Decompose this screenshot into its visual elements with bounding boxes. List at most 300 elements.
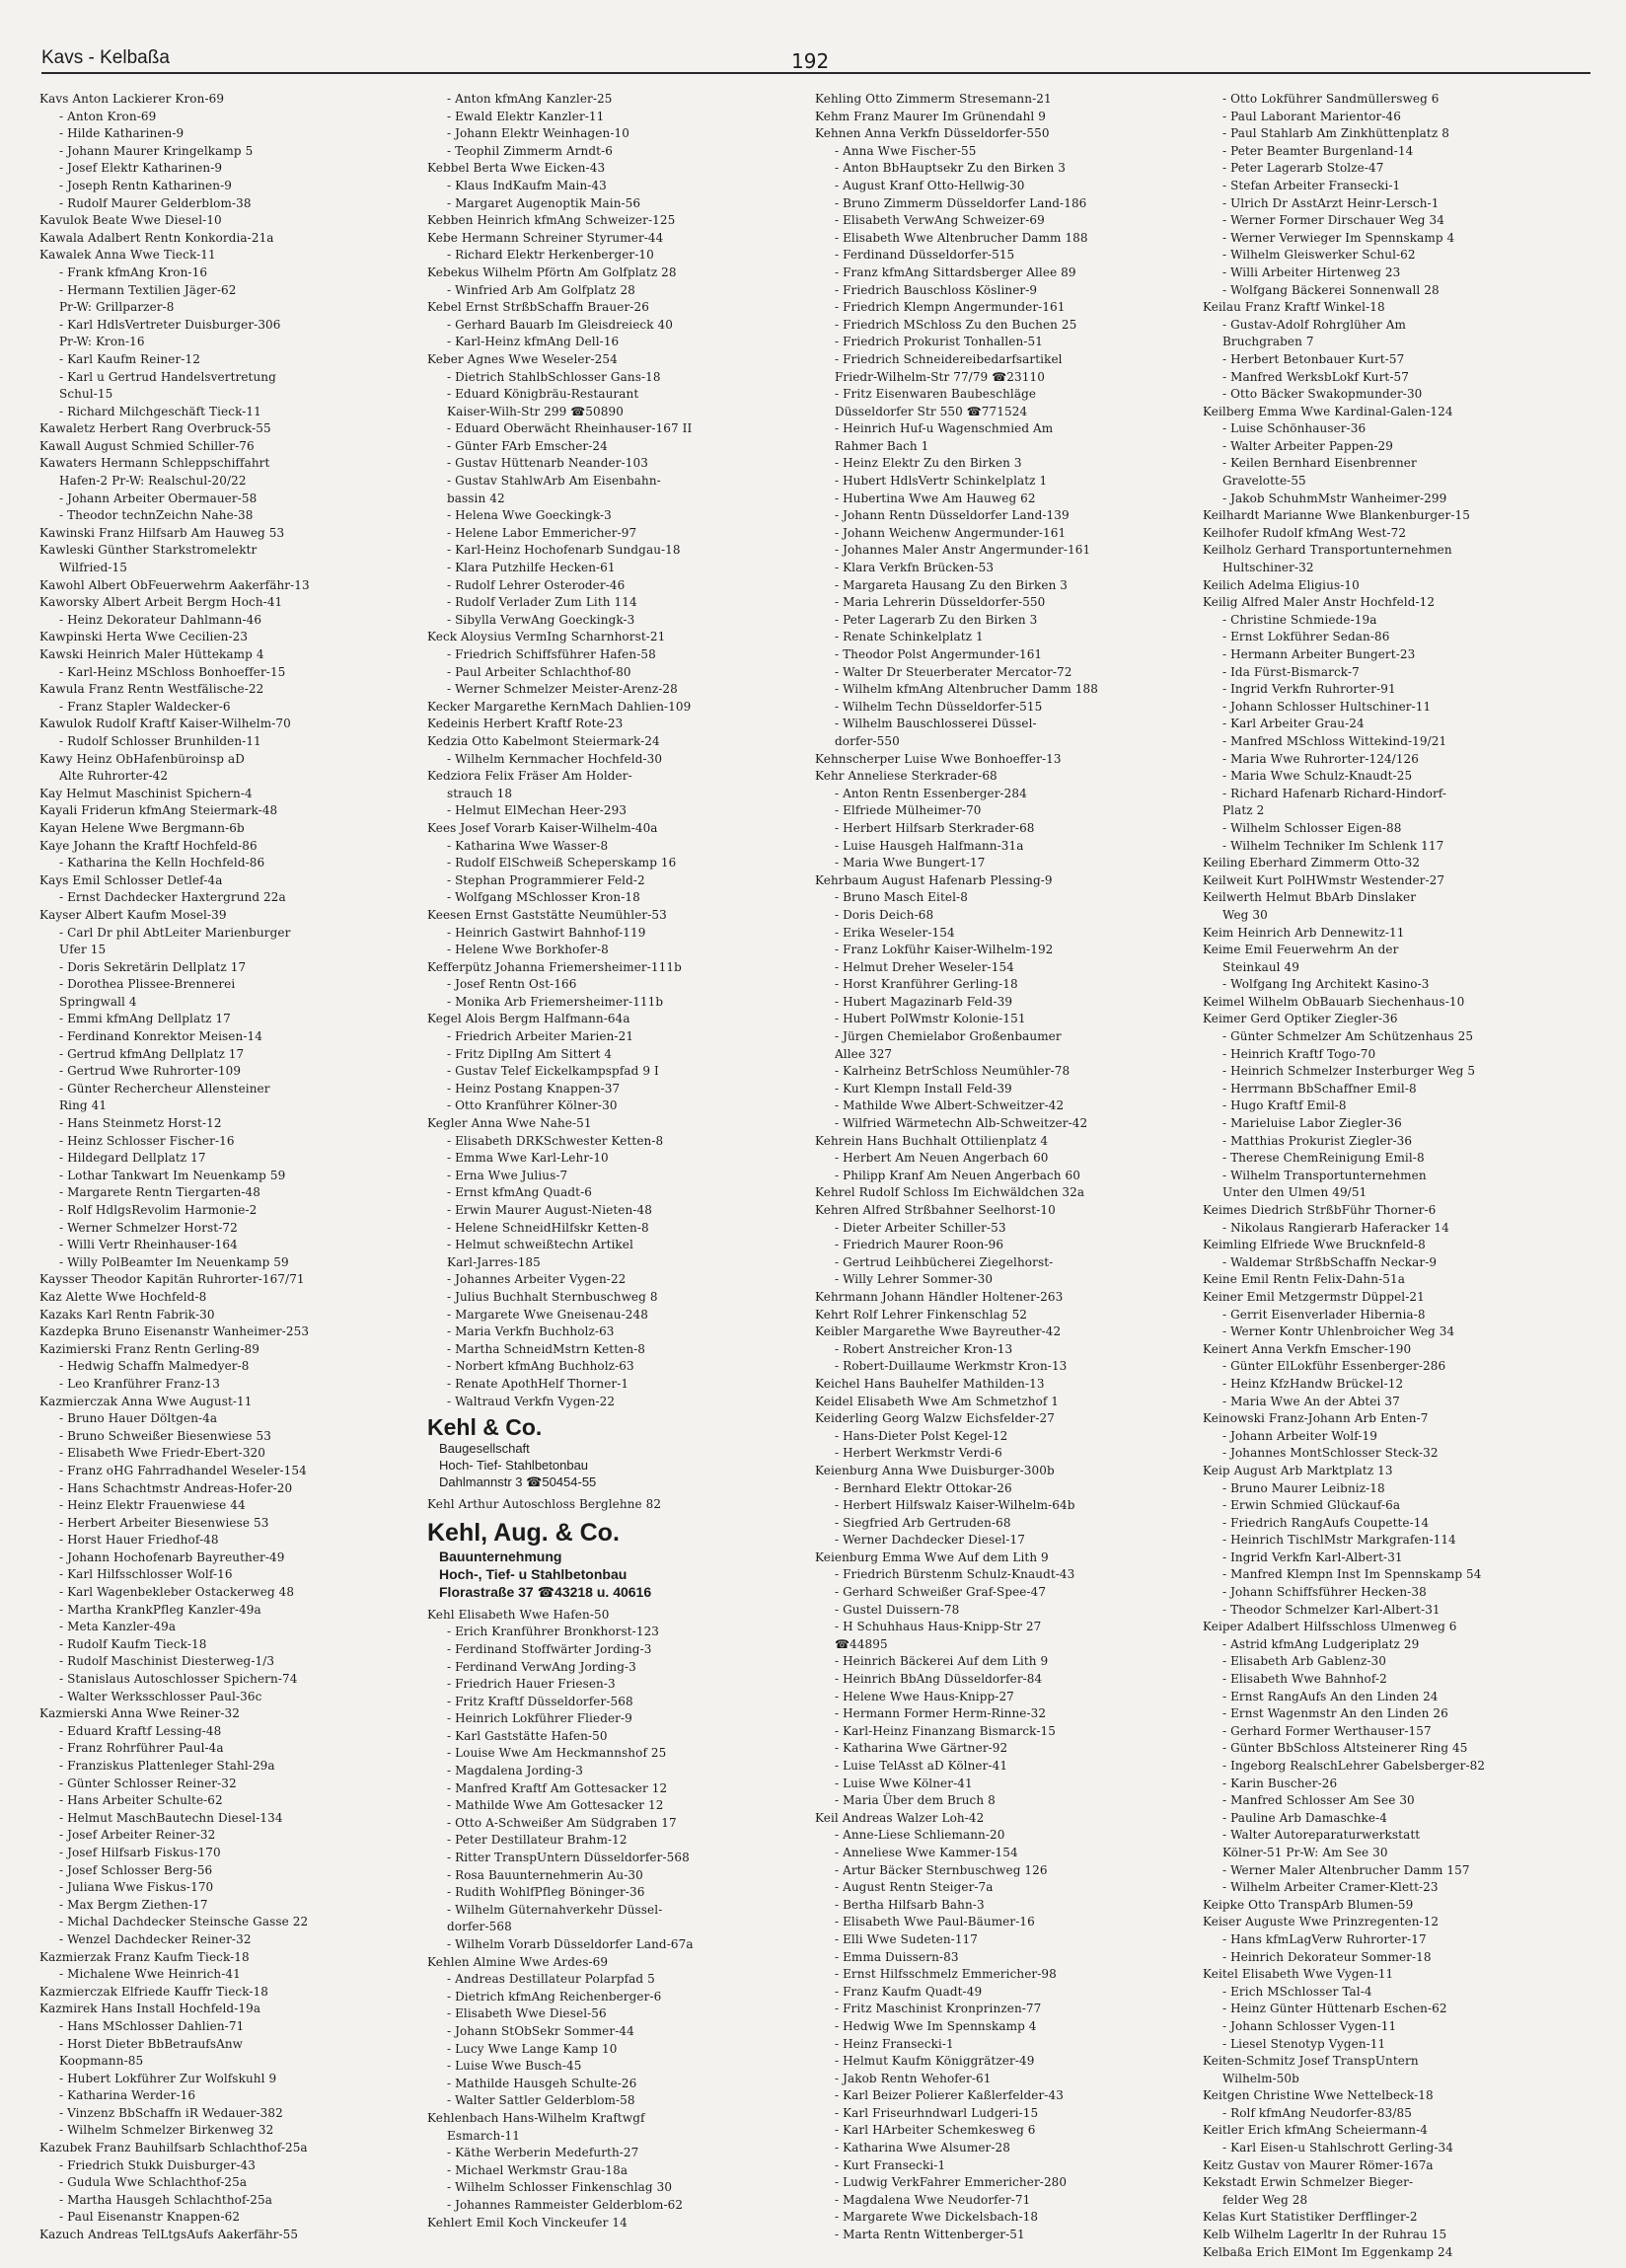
directory-subentry: - Rudolf Maschinist Diesterweg-1/3 — [59, 1654, 275, 1669]
directory-entry: Kehl Elisabeth Wwe Hafen-50 — [427, 1607, 610, 1622]
directory-entry: Keimling Elfriede Wwe Brucknfeld-8 — [1203, 1238, 1426, 1252]
directory-subentry: - Gerhard Former Werthauser-157 — [1222, 1723, 1432, 1738]
directory-entry: Kegler Anna Wwe Nahe-51 — [427, 1116, 592, 1131]
directory-entry: Kazubek Franz Bauhilfsarb Schlachthof-25a — [39, 2141, 308, 2155]
directory-subentry: - Manfred Schlosser Am See 30 — [1222, 1793, 1415, 1808]
directory-subentry: - Wilhelm Arbeiter Cramer-Klett-23 — [1222, 1880, 1439, 1895]
directory-entry: Kefferpütz Johanna Friemersheimer-111b — [427, 959, 682, 974]
directory-entry: Kaz Alette Wwe Hochfeld-8 — [39, 1289, 207, 1304]
directory-subentry: dorfer-550 — [835, 733, 900, 748]
directory-subentry: - August Rentn Steiger-7a — [835, 1880, 994, 1895]
directory-entry: Kees Josef Vorarb Kaiser-Wilhelm-40a — [427, 820, 658, 835]
directory-subentry: - Hermann Arbeiter Bungert-23 — [1222, 647, 1416, 661]
directory-entry: Kaysser Theodor Kapitän Ruhrorter-167/71 — [39, 1272, 305, 1287]
directory-subentry: - Stefan Arbeiter Fransecki-1 — [1222, 178, 1401, 192]
directory-entry: Keimes Diedrich StrßbFühr Thorner-6 — [1203, 1203, 1437, 1217]
directory-entry: Kayan Helene Wwe Bergmann-6b — [39, 820, 245, 835]
directory-column-3 — [815, 91, 1195, 2262]
directory-subentry: - Waldemar StrßbSchaffn Neckar-9 — [1222, 1254, 1438, 1269]
directory-subentry: - Liesel Stenotyp Vygen-11 — [1222, 2036, 1386, 2051]
directory-subentry: - Helene Wwe Borkhofer-8 — [447, 943, 609, 957]
directory-subentry: - Helene Wwe Haus-Knipp-27 — [835, 1689, 1014, 1703]
directory-subentry: - Jakob SchuhmMstr Wanheimer-299 — [1222, 491, 1447, 505]
directory-subentry: - Friedrich RangAufs Coupette-14 — [1222, 1515, 1430, 1530]
directory-subentry: - Wilhelm Schlosser Finkenschlag 30 — [447, 2180, 673, 2195]
directory-subentry: - Johannes MontSchlosser Steck-32 — [1222, 1446, 1439, 1461]
directory-subentry: - Friedrich Bauschloss Kösliner-9 — [835, 282, 1038, 297]
directory-subentry: - Helena Wwe Goeckingk-3 — [447, 508, 612, 523]
directory-subentry: - Johann StObSekr Sommer-44 — [447, 2023, 634, 2038]
directory-subentry: - Rudolf Lehrer Osteroder-46 — [447, 577, 626, 592]
directory-subentry: - Franz oHG Fahrradhandel Weseler-154 — [59, 1463, 307, 1477]
directory-subentry: - Fritz Eisenwaren Baubeschläge — [835, 387, 1037, 402]
directory-entry: Kazmirek Hans Install Hochfeld-19a — [39, 2002, 261, 2016]
directory-subentry: - Johann Schlosser Vygen-11 — [1222, 2018, 1397, 2033]
advertisement-line: Florastraße 37 ☎43218 u. 40616 — [439, 1583, 652, 1600]
directory-subentry: - Gustav StahlwArb Am Eisenbahn- — [447, 474, 661, 489]
directory-subentry: - Peter Lagerarb Zu den Birken 3 — [835, 612, 1038, 627]
directory-subentry: - Otto Bäcker Swakopmunder-30 — [1222, 387, 1423, 402]
directory-subentry: Pr-W: Kron-16 — [59, 335, 145, 349]
directory-subentry: Springwall 4 — [59, 994, 137, 1009]
directory-subentry: - Werner Dachdecker Diesel-17 — [835, 1533, 1025, 1548]
directory-subentry: - Ernst RangAufs An den Linden 24 — [1222, 1689, 1439, 1703]
directory-subentry: - Elfriede Mülheimer-70 — [835, 803, 982, 818]
directory-entry: Kawy Heinz ObHafenbüroinsp aD — [39, 751, 245, 766]
directory-subentry: - Walter Werksschlosser Paul-36c — [59, 1689, 262, 1703]
directory-subentry: Schul-15 — [59, 387, 113, 402]
directory-entry: Kebel Ernst StrßbSchaffn Brauer-26 — [427, 300, 649, 315]
directory-subentry: - Werner Verwieger Im Spennskamp 4 — [1222, 230, 1455, 245]
directory-subentry: - Günter ElLokführ Essenberger-286 — [1222, 1359, 1446, 1374]
directory-subentry: - Franz Lokführ Kaiser-Wilhelm-192 — [835, 943, 1054, 957]
directory-entry: Keil Andreas Walzer Loh-42 — [815, 1810, 985, 1825]
directory-subentry: Kaiser-Wilh-Str 299 ☎50890 — [447, 404, 624, 418]
directory-entry: Kawpinski Herta Wwe Cecilien-23 — [39, 630, 249, 644]
directory-subentry: - Jakob Rentn Wehofer-61 — [835, 2071, 992, 2085]
directory-subentry: - Stephan Programmierer Feld-2 — [447, 872, 645, 887]
directory-subentry: - Hubert Magazinarb Feld-39 — [835, 994, 1013, 1009]
directory-subentry: - Ferdinand Stoffwärter Jording-3 — [447, 1641, 652, 1656]
directory-subentry: - August Kranf Otto-Hellwig-30 — [835, 178, 1025, 192]
directory-subentry: - Johann Maurer Kringelkamp 5 — [59, 143, 254, 158]
directory-entry: Kehm Franz Maurer Im Grünendahl 9 — [815, 109, 1047, 123]
directory-subentry: - Anton Kron-69 — [59, 109, 157, 123]
directory-subentry: - Philipp Kranf Am Neuen Angerbach 60 — [835, 1168, 1081, 1182]
directory-subentry: - Johannes Maler Anstr Angermunder-161 — [835, 543, 1091, 558]
directory-subentry: - Luise Wwe Busch-45 — [447, 2059, 582, 2074]
directory-subentry: - Elisabeth Wwe Friedr-Ebert-320 — [59, 1446, 266, 1461]
directory-subentry: - Elisabeth Wwe Paul-Bäumer-16 — [835, 1915, 1035, 1929]
directory-subentry: - Wilhelm Kernmacher Hochfeld-30 — [447, 751, 663, 766]
directory-subentry: - Keilen Bernhard Eisenbrenner — [1222, 456, 1417, 471]
directory-subentry: - Horst Kranführer Gerling-18 — [835, 977, 1018, 992]
directory-subentry: - Sibylla VerwAng Goeckingk-3 — [447, 612, 635, 627]
directory-entry: Kekstadt Erwin Schmelzer Bieger- — [1203, 2175, 1414, 2190]
directory-subentry: - Rudolf ElSchweiß Scheperskamp 16 — [447, 856, 677, 870]
directory-subentry: - Dorothea Plissee-Brennerei — [59, 977, 236, 992]
directory-entry: Kehrmann Johann Händler Holtener-263 — [815, 1289, 1064, 1304]
directory-subentry: - Günter BbSchloss Altsteinerer Ring 45 — [1222, 1741, 1468, 1756]
directory-entry: Keilberg Emma Wwe Kardinal-Galen-124 — [1203, 404, 1453, 418]
directory-subentry: - Astrid kfmAng Ludgeriplatz 29 — [1222, 1636, 1420, 1651]
directory-subentry: - Renate ApothHelf Thorner-1 — [447, 1376, 629, 1391]
directory-entry: Kehrbaum August Hafenarb Plessing-9 — [815, 872, 1053, 887]
directory-column-1 — [39, 91, 419, 2262]
directory-subentry: - Friedrich Schneidereibedarfsartikel — [835, 351, 1063, 366]
directory-subentry: - Lothar Tankwart Im Neuenkamp 59 — [59, 1168, 286, 1182]
directory-subentry: - Theodor Polst Angermunder-161 — [835, 647, 1043, 661]
advertisement-line: Bauunternehmung — [439, 1548, 562, 1564]
directory-subentry: - Friedrich MSchloss Zu den Buchen 25 — [835, 317, 1077, 332]
directory-subentry: - Horst Dieter BbBetraufsAnw — [59, 2036, 244, 2051]
directory-subentry: Hafen-2 Pr-W: Realschul-20/22 — [59, 474, 247, 489]
directory-subentry: - Katharina Wwe Gärtner-92 — [835, 1741, 1008, 1756]
directory-subentry: - Hedwig Wwe Im Spennskamp 4 — [835, 2018, 1037, 2033]
directory-subentry: - Dietrich StahlbSchlosser Gans-18 — [447, 369, 661, 384]
directory-subentry: - Lucy Wwe Lange Kamp 10 — [447, 2041, 618, 2056]
directory-subentry: - Helmut schweißtechn Artikel — [447, 1238, 633, 1252]
directory-subentry: - Otto A-Schweißer Am Südgraben 17 — [447, 1815, 677, 1830]
directory-entry: Kedziora Felix Fräser Am Holder- — [427, 769, 632, 784]
directory-subentry: - Dieter Arbeiter Schiller-53 — [835, 1220, 1006, 1235]
directory-subentry: - Johann Hochofenarb Bayreuther-49 — [59, 1550, 285, 1564]
directory-subentry: - Franz Rohrführer Paul-4a — [59, 1741, 224, 1756]
directory-subentry: - Rosa Bauunternehmerin Au-30 — [447, 1867, 643, 1882]
directory-subentry: - Margarete Wwe Dickelsbach-18 — [835, 2210, 1039, 2225]
directory-subentry: - Hedwig Schaffn Malmedyer-8 — [59, 1359, 250, 1374]
directory-subentry: - Hubert PolWmstr Kolonie-151 — [835, 1012, 1026, 1026]
directory-subentry: Koopmann-85 — [59, 2054, 144, 2069]
directory-subentry: - Karl HdlsVertreter Duisburger-306 — [59, 317, 281, 332]
directory-entry: Kawinski Franz Hilfsarb Am Hauweg 53 — [39, 525, 285, 540]
directory-subentry: strauch 18 — [447, 786, 513, 800]
directory-subentry: - Hans MSchlosser Dahlien-71 — [59, 2018, 245, 2033]
directory-subentry: - Gustel Duissern-78 — [835, 1602, 960, 1617]
directory-entry: Kelbaßa Erich ElMont Im Eggenkamp 24 — [1203, 2244, 1453, 2259]
directory-subentry: - Joseph Rentn Katharinen-9 — [59, 178, 232, 192]
directory-subentry: - Herrmann BbSchaffner Emil-8 — [1222, 1081, 1417, 1096]
directory-subentry: - Vinzenz BbSchaffn iR Wedauer-382 — [59, 2105, 283, 2120]
directory-entry: Keilich Adelma Eligius-10 — [1203, 577, 1360, 592]
directory-subentry: Wilfried-15 — [59, 561, 128, 575]
directory-entry: Keinowski Franz-Johann Arb Enten-7 — [1203, 1411, 1429, 1426]
running-head: Kavs - Kelbaßa — [41, 47, 170, 68]
directory-subentry: - Maria Wwe Schulz-Knaudt-25 — [1222, 769, 1413, 784]
directory-subentry: - Friedrich Arbeiter Marien-21 — [447, 1029, 634, 1044]
directory-subentry: - Günter Schmelzer Am Schützenhaus 25 — [1222, 1029, 1474, 1044]
directory-subentry: - Bruno Zimmerm Düsseldorfer Land-186 — [835, 195, 1087, 210]
directory-subentry: - Wilhelm Schlosser Eigen-88 — [1222, 820, 1402, 835]
directory-subentry: dorfer-568 — [447, 1920, 512, 1934]
directory-entry: Keimer Gerd Optiker Ziegler-36 — [1203, 1012, 1398, 1026]
directory-subentry: - Hans Schachtmstr Andreas-Hofer-20 — [59, 1480, 293, 1495]
directory-subentry: - Klaus IndKaufm Main-43 — [447, 178, 607, 192]
directory-column-4 — [1203, 91, 1583, 2262]
directory-subentry: - Ernst Hilfsschmelz Emmericher-98 — [835, 1967, 1057, 1982]
directory-subentry: - Karl Wagenbekleber Ostackerweg 48 — [59, 1585, 295, 1600]
directory-subentry: - Heinrich BbAng Düsseldorfer-84 — [835, 1672, 1043, 1687]
directory-subentry: - Otto Kranführer Kölner-30 — [447, 1098, 618, 1113]
directory-subentry: - Anne-Liese Schliemann-20 — [835, 1828, 1005, 1843]
directory-subentry: - Karl-Heinz MSchloss Bonhoeffer-15 — [59, 664, 286, 679]
directory-entry: Kays Emil Schlosser Detlef-4a — [39, 872, 223, 887]
directory-subentry: ☎44895 — [835, 1636, 888, 1651]
directory-subentry: - Luise Hausgeh Halfmann-31a — [835, 838, 1024, 853]
directory-subentry: - Herbert Werkmstr Verdi-6 — [835, 1446, 1002, 1461]
directory-subentry: - Ludwig VerkFahrer Emmericher-280 — [835, 2175, 1068, 2190]
directory-subentry: Ring 41 — [59, 1098, 108, 1113]
advertisement-line: Hoch- Tief- Stahlbetonbau — [439, 1458, 589, 1474]
directory-subentry: - Rudolf Maurer Gelderblom-38 — [59, 195, 252, 210]
directory-entry: Kawleski Günther Starkstromelektr — [39, 543, 258, 558]
directory-subentry: - Karl Hilfsschlosser Wolf-16 — [59, 1567, 233, 1582]
directory-subentry: - Josef Rentn Ost-166 — [447, 977, 577, 992]
advertisement-title: Kehl, Aug. & Co. — [427, 1518, 620, 1547]
directory-subentry: - Eduard Kraftf Lessing-48 — [59, 1723, 222, 1738]
directory-subentry: - Norbert kfmAng Buchholz-63 — [447, 1359, 634, 1374]
directory-subentry: - Meta Kanzler-49a — [59, 1620, 177, 1634]
directory-subentry: - Michal Dachdecker Steinsche Gasse 22 — [59, 1915, 309, 1929]
directory-subentry: - Maria Wwe Ruhrorter-124/126 — [1222, 751, 1420, 766]
directory-subentry: Platz 2 — [1222, 803, 1265, 818]
directory-subentry: felder Weg 28 — [1222, 2192, 1308, 2207]
directory-subentry: - Gudula Wwe Schlachthof-25a — [59, 2175, 248, 2190]
directory-subentry: - Günter Rechercheur Allensteiner — [59, 1081, 270, 1096]
directory-subentry: - Werner Former Dirschauer Weg 34 — [1222, 213, 1444, 228]
directory-subentry: Unter den Ulmen 49/51 — [1222, 1185, 1367, 1200]
directory-subentry: - Paul Stahlarb Am Zinkhüttenplatz 8 — [1222, 126, 1449, 141]
directory-subentry: - Wolfgang Ing Architekt Kasino-3 — [1222, 977, 1430, 992]
directory-subentry: - Kurt Klempn Install Feld-39 — [835, 1081, 1012, 1096]
directory-subentry: - Erika Weseler-154 — [835, 925, 955, 940]
directory-subentry: - Johann Schiffsführer Hecken-38 — [1222, 1585, 1427, 1600]
directory-entry: Keitgen Christine Wwe Nettelbeck-18 — [1203, 2088, 1434, 2103]
directory-entry: Kaworsky Albert Arbeit Bergm Hoch-41 — [39, 595, 283, 610]
directory-subentry: - Maria Wwe Bungert-17 — [835, 856, 986, 870]
directory-subentry: - Manfred MSchloss Wittekind-19/21 — [1222, 733, 1447, 748]
directory-subentry: - Günter FArb Emscher-24 — [447, 438, 608, 453]
directory-subentry: - Kurt Fransecki-1 — [835, 2157, 946, 2172]
directory-entry: Keienburg Anna Wwe Duisburger-300b — [815, 1463, 1055, 1477]
directory-subentry: - Richard Milchgeschäft Tieck-11 — [59, 404, 261, 418]
directory-subentry: - Fritz DiplIng Am Sittert 4 — [447, 1046, 613, 1061]
directory-subentry: - Wilhelm Vorarb Düsseldorfer Land-67a — [447, 1937, 694, 1951]
directory-subentry: - Katharina Werder-16 — [59, 2088, 196, 2103]
directory-entry: Kebekus Wilhelm Pförtn Am Golfplatz 28 — [427, 265, 677, 279]
directory-subentry: - Herbert Betonbauer Kurt-57 — [1222, 351, 1405, 366]
directory-subentry: - Ingrid Verkfn Ruhrorter-91 — [1222, 682, 1396, 697]
directory-subentry: - Erich MSchlosser Tal-4 — [1222, 1984, 1372, 1999]
directory-subentry: - Erwin Maurer August-Nieten-48 — [447, 1203, 652, 1217]
directory-subentry: - Waltraud Verkfn Vygen-22 — [447, 1394, 616, 1408]
directory-subentry: - Herbert Hilfsarb Sterkrader-68 — [835, 820, 1035, 835]
directory-entry: Keck Aloysius VermIng Scharnhorst-21 — [427, 630, 666, 644]
directory-subentry: - Ferdinand Konrektor Meisen-14 — [59, 1029, 262, 1044]
directory-entry: Kehl Arthur Autoschloss Berglehne 82 — [427, 1497, 662, 1512]
directory-subentry: - Erna Wwe Julius-7 — [447, 1168, 568, 1182]
directory-subentry: - Martha KrankPfleg Kanzler-49a — [59, 1602, 261, 1617]
directory-entry: Kehling Otto Zimmerm Stresemann-21 — [815, 92, 1052, 106]
advertisement-block — [427, 1518, 807, 1601]
directory-subentry: - Fritz Maschinist Kronprinzen-77 — [835, 2002, 1042, 2016]
directory-entry: Kehrel Rudolf Schloss Im Eichwäldchen 32a — [815, 1185, 1085, 1200]
directory-entry: Kegel Alois Bergm Halfmann-64a — [427, 1012, 630, 1026]
directory-entry: Kehlen Almine Wwe Ardes-69 — [427, 1954, 609, 1969]
directory-subentry: - Siegfried Arb Gertruden-68 — [835, 1515, 1011, 1530]
directory-subentry: Ufer 15 — [59, 943, 107, 957]
directory-entry: Kaye Johann the Kraftf Hochfeld-86 — [39, 838, 258, 853]
directory-subentry: - Johann Arbeiter Wolf-19 — [1222, 1428, 1377, 1443]
directory-subentry: - Friedrich Stukk Duisburger-43 — [59, 2157, 256, 2172]
directory-subentry: - Bernhard Elektr Ottokar-26 — [835, 1480, 1012, 1495]
directory-subentry: - Helmut Kaufm Königgrätzer-49 — [835, 2054, 1035, 2069]
directory-subentry: - Karl-Heinz kfmAng Dell-16 — [447, 335, 620, 349]
directory-subentry: Rahmer Bach 1 — [835, 438, 929, 453]
directory-subentry: - Emmi kfmAng Dellplatz 17 — [59, 1012, 231, 1026]
directory-subentry: - Johann Rentn Düsseldorfer Land-139 — [835, 508, 1070, 523]
directory-subentry: - Gustav Hüttenarb Neander-103 — [447, 456, 648, 471]
directory-subentry: - Franz Stapler Waldecker-6 — [59, 699, 231, 714]
advertisement-block — [427, 1414, 807, 1490]
directory-subentry: Friedr-Wilhelm-Str 77/79 ☎23110 — [835, 369, 1045, 384]
directory-subentry: - Manfred Klempn Inst Im Spennskamp 54 — [1222, 1567, 1482, 1582]
directory-subentry: - Dietrich kfmAng Reichenberger-6 — [447, 1989, 662, 2003]
directory-entry: Keip August Arb Marktplatz 13 — [1203, 1463, 1393, 1477]
directory-subentry: - Marieluise Labor Ziegler-36 — [1222, 1116, 1402, 1131]
directory-subentry: - Therese ChemReinigung Emil-8 — [1222, 1151, 1425, 1166]
directory-subentry: - Karl HArbeiter Schemkesweg 6 — [835, 2123, 1036, 2138]
directory-entry: Keitel Elisabeth Wwe Vygen-11 — [1203, 1967, 1394, 1982]
directory-subentry: Hultschiner-32 — [1222, 561, 1314, 575]
directory-subentry: - Wenzel Dachdecker Reiner-32 — [59, 1931, 252, 1946]
directory-column-2 — [427, 91, 807, 2262]
directory-subentry: - Richard Hafenarb Richard-Hindorf- — [1222, 786, 1447, 800]
directory-subentry: - Franz Kaufm Quadt-49 — [835, 1984, 983, 1999]
directory-subentry: - Luise TelAsst aD Kölner-41 — [835, 1759, 1008, 1773]
directory-subentry: - Ulrich Dr AsstArzt Heinr-Lersch-1 — [1222, 195, 1440, 210]
directory-subentry: - Herbert Am Neuen Angerbach 60 — [835, 1151, 1049, 1166]
directory-subentry: Steinkaul 49 — [1222, 959, 1299, 974]
directory-subentry: - Andreas Destillateur Polarpfad 5 — [447, 1972, 655, 1987]
directory-subentry: - Hans Arbeiter Schulte-62 — [59, 1793, 223, 1808]
directory-subentry: - Karl u Gertrud Handelsvertretung — [59, 369, 276, 384]
directory-columns — [39, 91, 1594, 2262]
directory-subentry: - Friedrich Bürstenm Schulz-Knaudt-43 — [835, 1567, 1075, 1582]
directory-subentry: - Ernst Lokführer Sedan-86 — [1222, 630, 1390, 644]
directory-subentry: - Karl-Heinz Finanzang Bismarck-15 — [835, 1723, 1056, 1738]
directory-subentry: - Rudolf Schlosser Brunhilden-11 — [59, 733, 261, 748]
directory-entry: Kawalek Anna Wwe Tieck-11 — [39, 248, 216, 263]
directory-subentry: - Robert-Duillaume Werkmstr Kron-13 — [835, 1359, 1068, 1374]
directory-subentry: - Ernst kfmAng Quadt-6 — [447, 1185, 592, 1200]
directory-subentry: - Manfred Kraftf Am Gottesacker 12 — [447, 1780, 668, 1795]
directory-subentry: - Carl Dr phil AbtLeiter Marienburger — [59, 925, 291, 940]
directory-subentry: - Anton BbHauptsekr Zu den Birken 3 — [835, 161, 1066, 176]
directory-entry: Kebbel Berta Wwe Eicken-43 — [427, 161, 606, 176]
directory-subentry: - Artur Bäcker Sternbuschweg 126 — [835, 1862, 1048, 1877]
directory-subentry: - Elli Wwe Sudeten-117 — [835, 1931, 979, 1946]
directory-subentry: - Jürgen Chemielabor Großenbaumer — [835, 1029, 1062, 1044]
directory-subentry: - Wolfgang MSchlosser Kron-18 — [447, 890, 640, 905]
directory-subentry: - Anneliese Wwe Kammer-154 — [835, 1845, 1018, 1859]
directory-subentry: - Emma Wwe Karl-Lehr-10 — [447, 1151, 609, 1166]
directory-subentry: - Bruno Schweißer Biesenwiese 53 — [59, 1428, 271, 1443]
advertisement-line: Baugesellschaft — [439, 1441, 530, 1457]
directory-subentry: - Walter Dr Steuerberater Mercator-72 — [835, 664, 1072, 679]
directory-subentry: - Heinz Elektr Frauenwiese 44 — [59, 1498, 246, 1513]
directory-subentry: - Magdalena Jording-3 — [447, 1764, 583, 1778]
directory-subentry: - Helmut Dreher Weseler-154 — [835, 959, 1014, 974]
directory-subentry: - Elisabeth VerwAng Schweizer-69 — [835, 213, 1045, 228]
directory-subentry: - Ritter TranspUntern Düsseldorfer-568 — [447, 1851, 690, 1865]
directory-entry: Kecker Margarethe KernMach Dahlien-109 — [427, 699, 692, 714]
directory-subentry: - Wolfgang Bäckerei Sonnenwall 28 — [1222, 282, 1440, 297]
directory-subentry: - Max Bergm Ziethen-17 — [59, 1897, 208, 1912]
directory-subentry: - Mathilde Wwe Am Gottesacker 12 — [447, 1798, 664, 1813]
directory-subentry: - Elisabeth Wwe Bahnhof-2 — [1222, 1672, 1387, 1687]
directory-subentry: - Otto Lokführer Sandmüllersweg 6 — [1222, 92, 1440, 106]
directory-subentry: - Bruno Maurer Leibniz-18 — [1222, 1480, 1385, 1495]
directory-subentry: - Wilhelm kfmAng Altenbrucher Damm 188 — [835, 682, 1098, 697]
directory-subentry: - Friedrich Hauer Friesen-3 — [447, 1677, 616, 1692]
directory-subentry: - Hans-Dieter Polst Kegel-12 — [835, 1428, 1008, 1443]
directory-entry: Kazmierczak Elfriede Kauffr Tieck-18 — [39, 1984, 269, 1999]
directory-subentry: - Mathilde Wwe Albert-Schweitzer-42 — [835, 1098, 1065, 1113]
directory-subentry: - Rolf HdlgsRevolim Harmonie-2 — [59, 1203, 258, 1217]
directory-entry: Keiling Eberhard Zimmerm Otto-32 — [1203, 856, 1421, 870]
header-rule — [41, 72, 1590, 74]
directory-subentry: Karl-Jarres-185 — [447, 1254, 541, 1269]
directory-subentry: - Bruno Masch Eitel-8 — [835, 890, 968, 905]
directory-subentry: - Leo Kranführer Franz-13 — [59, 1376, 220, 1391]
directory-entry: Keiderling Georg Walzw Eichsfelder-27 — [815, 1411, 1055, 1426]
directory-entry: Kehlenbach Hans-Wilhelm Kraftwgf — [427, 2110, 645, 2125]
directory-subentry: - Werner Schmelzer Meister-Arenz-28 — [447, 682, 678, 697]
directory-subentry: Allee 327 — [835, 1046, 893, 1061]
directory-subentry: - Katharina Wwe Wasser-8 — [447, 838, 609, 853]
directory-subentry: - Ewald Elektr Kanzler-11 — [447, 109, 605, 123]
directory-subentry: - Nikolaus Rangierarb Haferacker 14 — [1222, 1220, 1449, 1235]
directory-subentry: - Karl Kaufm Reiner-12 — [59, 351, 200, 366]
directory-subentry: - Gustav Telef Eickelkampspfad 9 I — [447, 1064, 659, 1079]
directory-subentry: - Werner Schmelzer Horst-72 — [59, 1220, 238, 1235]
directory-subentry: Gravelotte-55 — [1222, 474, 1306, 489]
directory-subentry: - Gertrud kfmAng Dellplatz 17 — [59, 1046, 245, 1061]
directory-entry: Keilhardt Marianne Wwe Blankenburger-15 — [1203, 508, 1470, 523]
directory-subentry: - Magdalena Wwe Neudorfer-71 — [835, 2192, 1031, 2207]
directory-subentry: - Heinrich Huf-u Wagenschmied Am — [835, 421, 1054, 436]
directory-entry: Keiser Auguste Wwe Prinzregenten-12 — [1203, 1915, 1440, 1929]
directory-subentry: - Ernst Wagenmstr An den Linden 26 — [1222, 1706, 1448, 1721]
directory-subentry: - Johann Arbeiter Obermauer-58 — [59, 491, 258, 505]
directory-subentry: - Heinrich Schmelzer Insterburger Weg 5 — [1222, 1064, 1476, 1079]
directory-subentry: - Ida Fürst-Bismarck-7 — [1222, 664, 1360, 679]
directory-subentry: - Elisabeth Arb Gablenz-30 — [1222, 1654, 1387, 1669]
directory-subentry: - Josef Schlosser Berg-56 — [59, 1862, 213, 1877]
directory-subentry: - Friedrich Klempn Angermunder-161 — [835, 300, 1066, 315]
directory-entry: Keiner Emil Metzgermstr Düppel-21 — [1203, 1289, 1425, 1304]
directory-subentry: - Gustav-Adolf Rohrglüher Am — [1222, 317, 1407, 332]
directory-subentry: - Friedrich Prokurist Tonhallen-51 — [835, 335, 1043, 349]
directory-subentry: - Richard Elektr Herkenberger-10 — [447, 248, 654, 263]
directory-subentry: - Helene Labor Emmericher-97 — [447, 525, 637, 540]
directory-entry: Keitz Gustav von Maurer Römer-167a — [1203, 2157, 1434, 2172]
directory-entry: Kelb Wilhelm Lagerltr In der Ruhrau 15 — [1203, 2228, 1447, 2242]
directory-subentry: bassin 42 — [447, 491, 505, 505]
directory-subentry: - Johannes Arbeiter Vygen-22 — [447, 1272, 627, 1287]
directory-subentry: - Ingeborg RealschLehrer Gabelsberger-82 — [1222, 1759, 1486, 1773]
